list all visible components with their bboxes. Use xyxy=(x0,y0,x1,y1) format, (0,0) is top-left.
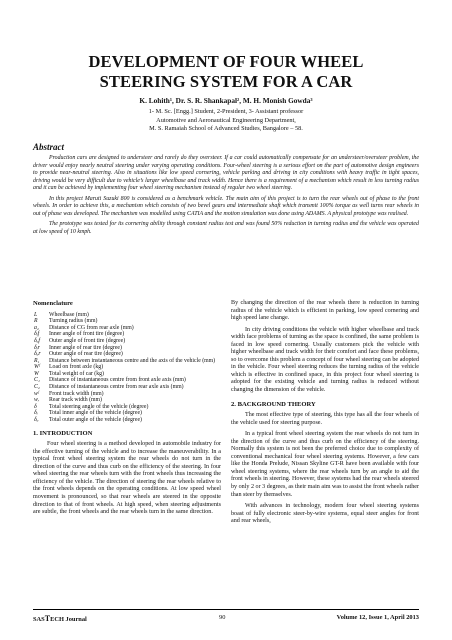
introduction-paragraph: By changing the direction of the rear wheels there is reduction in turning radius of the vehicle which is efficient in parking, low speed cornering and high speed lane change. xyxy=(231,300,419,322)
nomenclature-description: Total outer angle of the vehicle (degree) xyxy=(49,417,142,424)
nomenclature-description: Distance between instantaneous centre and the axis of the vehicle (mm) xyxy=(49,357,216,364)
nomenclature-description: Load on front axle (kg) xyxy=(49,364,104,371)
nomenclature-symbol: δₒ xyxy=(34,417,39,424)
journal-name-suffix: ECH Journal xyxy=(50,616,87,623)
abstract-heading: Abstract xyxy=(33,142,65,152)
nomenclature-symbol: Wᶠ xyxy=(34,364,40,371)
affiliation-line: M. S. Ramaiah School of Advanced Studies, Bangalore – 58. xyxy=(149,125,303,133)
page-footer xyxy=(0,614,452,628)
nomenclature-symbol: R₁ xyxy=(34,357,40,364)
journal-name-prefix: SAS xyxy=(33,616,45,623)
journal-name xyxy=(33,614,87,623)
paper-title xyxy=(60,52,392,92)
nomenclature-row xyxy=(33,384,221,391)
nomenclature-symbol: L xyxy=(34,311,38,318)
volume-info: Volume 12, Issue 1, April 2013 xyxy=(336,614,419,621)
nomenclature-table xyxy=(33,312,221,424)
abstract-paragraph: Production cars are designed to understeer and rarely do they oversteer. If a car could automatically compensate for an understeer/oversteer problem, the driver would enjoy nearly neutral steering under varying operating conditions. Four-wheel steering is a serious effort on the part of automotive design engineers to provide near-neutral steering. Also in situations like low speed cornering, vehicle parking and driving in city conditions with heavy traffic in tight spaces, driving would be very difficult due to vehicle’s larger wheelbase and track width. Hence there is a requirement of a mechanism which result in less turning radius and it can be achieved by implementing four wheel steering mechanism instead of regular two wheel steering. xyxy=(33,155,419,191)
title-line-2: STEERING SYSTEM FOR A CAR xyxy=(99,72,353,91)
nomenclature-symbol: a₂ xyxy=(34,324,39,331)
footer-divider xyxy=(33,609,419,610)
nomenclature-description: Inner angle of front tire (degree) xyxy=(49,331,125,338)
nomenclature-description: Inner angle of rear tire (degree) xyxy=(49,344,122,351)
nomenclature-description: Turning radius (mm) xyxy=(49,318,98,325)
nomenclature-symbol: δᵢf xyxy=(34,331,40,338)
nomenclature-symbol: R xyxy=(34,318,38,325)
nomenclature-description: Total steering angle of the vehicle (degree) xyxy=(49,403,149,410)
left-column xyxy=(33,300,221,521)
nomenclature-description: Total weight of car (kg) xyxy=(49,370,104,377)
affiliation-line: Automotive and Aeronautical Engineering Department, xyxy=(156,116,296,124)
nomenclature-symbol: wᶠ xyxy=(34,390,39,397)
introduction-heading: 1. INTRODUCTION xyxy=(33,429,93,437)
nomenclature-symbol: W xyxy=(34,370,39,377)
nomenclature-symbol: δ xyxy=(34,403,37,410)
nomenclature-row xyxy=(33,417,221,424)
nomenclature-symbol: δₒr xyxy=(34,351,41,358)
nomenclature-row xyxy=(33,397,221,404)
journal-name-cap: T xyxy=(44,614,51,623)
nomenclature-description: Rear track width (mm) xyxy=(49,397,102,404)
nomenclature-row xyxy=(33,331,221,338)
nomenclature-description: Outer angle of front tire (degree) xyxy=(49,337,126,344)
nomenclature-row xyxy=(33,364,221,371)
nomenclature-description: Distance of instantaneous centre from front axle axis (mm) xyxy=(49,377,186,384)
nomenclature-row xyxy=(33,351,221,358)
abstract-paragraph: The prototype was tested for its cornering ability through constant radius test and was found 50% reduction in turning radius and the vehicle was operated at low speed of 10 kmph. xyxy=(33,221,419,235)
background-paragraph: In a typical front wheel steering system the rear wheels do not turn in the direction of the curve and thus curb on the efficiency of the steering. Normally this system is not been the preferred choice due to complexity of conventional mechanical four wheel steering systems. However, a few cars like the Honda Prelude, Nissan Skyline GT-R have been available with four wheel steering systems, where the rear wheels turn by an angle to aid the front wheels in steering. However, these systems had the rear wheels steered by only 2 or 3 degrees, as their main aim was to assist the front wheels rather than steer by themselves. xyxy=(231,431,420,498)
author-list: K. Lohith¹, Dr. S. R. Shankapal², M. H. Monish Gowda³ xyxy=(139,96,313,105)
affiliation-line: 1- M. Sc. [Engg.] Student, 2-President, 3- Assistant professor xyxy=(148,108,304,115)
nomenclature-description: Wheelbase (mm) xyxy=(49,311,89,318)
abstract-body xyxy=(33,155,419,239)
introduction-paragraph: Four wheel steering is a method developed in automobile industry for the effective turning of the vehicle and to increase the maneuverability. In a typical front wheel steering system the rear wheels do not turn in the direction of the curve and thus curb on the efficiency of the steering. In four wheel steering the rear wheels turn with the front wheels thus increasing the efficiency of the vehicle. The direction of steering the rear wheels relative to the front wheels depends on the operating conditions. At low speed wheel movement is pronounced, so that rear wheels are steered in the opposite direction to that of front wheels. At high speed, when steering adjustments are subtle, the front wheels and the rear wheels turn in the same direction. xyxy=(33,441,221,516)
nomenclature-description: Distance of instantaneous centre from rear axle axis (mm) xyxy=(49,384,184,391)
nomenclature-row xyxy=(33,318,221,325)
nomenclature-symbol: C₁ xyxy=(34,377,40,384)
nomenclature-symbol: δᵢr xyxy=(34,344,40,351)
nomenclature-description: Front track width (mm) xyxy=(49,390,104,397)
nomenclature-description: Distance of CG from rear axle (mm) xyxy=(49,324,134,331)
right-column xyxy=(231,300,419,530)
nomenclature-symbol: C₂ xyxy=(34,384,40,391)
nomenclature-symbol: wᵣ xyxy=(34,397,40,404)
nomenclature-symbol: δₒf xyxy=(34,337,40,344)
title-line-1: DEVELOPMENT OF FOUR WHEEL xyxy=(88,52,364,71)
affiliation xyxy=(40,108,412,134)
background-paragraph: With advances in technology, modern four wheel steering systems boast of fully electronic steer-by-wire systems, equal steer angles for front and rear wheels, xyxy=(231,503,419,525)
introduction-paragraph: In city driving conditions the vehicle with higher wheelbase and track width face problems of turning as the space is confined, the same problem is faced in low speed cornering. Usually customers pick the vehicle with higher wheelbase and track width for their comfort and face these problems, so to overcome this problem a concept of four wheel steering can be adopted in the vehicle. Four wheel steering reduces the turning radius of the vehicle which is effective in confined space, in this project four wheel steering is adopted for the existing vehicle and turning radius is reduced without changing the dimension of the vehicle. xyxy=(231,326,419,394)
nomenclature-description: Total inner angle of the vehicle (degree) xyxy=(49,410,142,417)
abstract-paragraph: In this project Maruti Suzuki 800 is considered as a benchmark vehicle. The main aim of this project is to turn the rear wheels out of phase to the front wheels. In order to achieve this, a mechanism which consists of two bevel gears and intermediate shaft which transmit 100% torque as well turns rear wheels in out of phase was developed. The mechanism was modelled using CATIA and the motion simulation was done using ADAMS. A physical prototype was realised. xyxy=(33,195,419,217)
background-heading: 2. BACKGROUND THEORY xyxy=(231,400,316,408)
nomenclature-symbol: δᵢ xyxy=(34,410,38,417)
nomenclature-heading: Nomenclature xyxy=(33,300,73,307)
nomenclature-row xyxy=(33,338,221,345)
page-number: 90 xyxy=(219,614,226,621)
background-paragraph: The most effective type of steering, this type has all the four wheels of the vehicle used for steering purpose. xyxy=(231,412,419,426)
nomenclature-description: Outer angle of rear tire (degree) xyxy=(49,351,123,358)
